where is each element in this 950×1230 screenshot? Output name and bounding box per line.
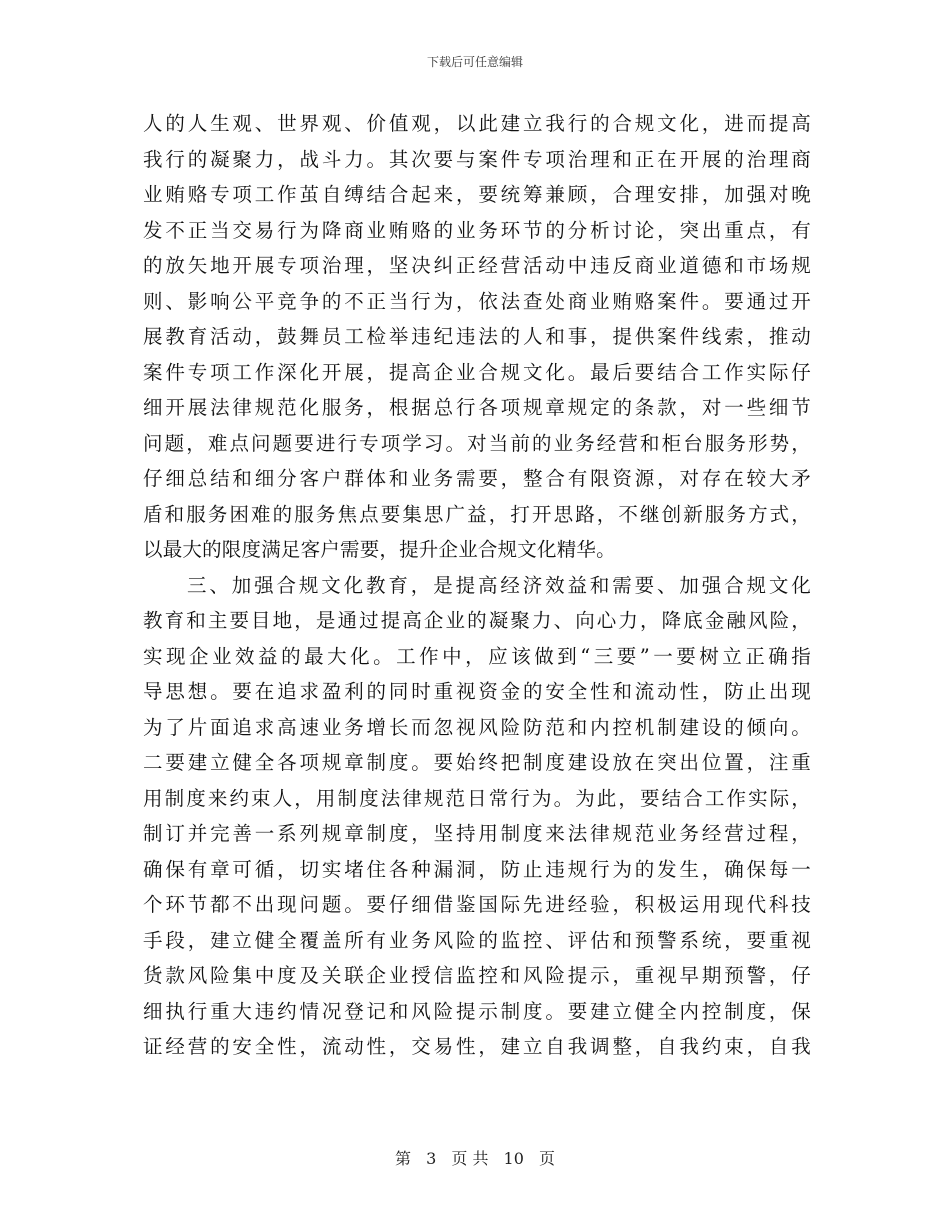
body-line: 货款风险集中度及关联企业授信监控和风险提示，重视早期预警，仔 xyxy=(143,964,811,987)
body-line: 个环节都不出现问题。要仔细借鉴国际先进经验，积极运用现代科技 xyxy=(143,893,811,916)
body-line: 以最大的限度满足客户需要，提升企业合规文化精华。 xyxy=(143,538,616,561)
body-line: 则、影响公平竞争的不正当行为，依法查处商业贿赂案件。要通过开 xyxy=(143,289,811,313)
header-text: 下载后可任意编辑 xyxy=(426,55,523,69)
body-line: 为了片面追求高速业务增长而忽视风险防范和内控机制建设的倾向。 xyxy=(143,715,811,739)
body-line: 我行的凝聚力，战斗力。其次要与案件专项治理和正在开展的治理商 xyxy=(143,147,811,171)
body-line: 导思想。要在追求盈利的同时重视资金的安全性和流动性，防止出现 xyxy=(143,680,811,703)
document-body xyxy=(143,106,811,1065)
body-line: 发不正当交易行为降商业贿赂的业务环节的分析讨论，突出重点，有 xyxy=(143,218,811,242)
page-footer xyxy=(0,1149,950,1169)
footer-total-pages: 10 xyxy=(503,1149,524,1168)
body-line: 业贿赂专项工作茧自缚结合起来，要统筹兼顾，合理安排，加强对晚 xyxy=(143,183,811,206)
footer-middle: 页 共 xyxy=(451,1149,489,1168)
body-line: 制订并完善一系列规章制度，坚持用制度来法律规范业务经营过程， xyxy=(143,822,811,845)
body-line: 手段，建立健全覆盖所有业务风险的监控、评估和预警系统，要重视 xyxy=(143,928,811,952)
body-line: 展教育活动，鼓舞员工检举违纪违法的人和事，提供案件线索，推动 xyxy=(143,325,811,348)
body-line-paragraph-start: 三、加强合规文化教育，是提高经济效益和需要、加强合规文化 xyxy=(187,573,811,597)
body-line: 确保有章可循，切实堵住各种漏洞，防止违规行为的发生，确保每一 xyxy=(143,857,811,881)
body-line: 教育和主要目地，是通过提高企业的凝聚力、向心力，降底金融风险， xyxy=(143,609,811,632)
footer-suffix: 页 xyxy=(539,1149,556,1168)
body-line: 仔细总结和细分客户群体和业务需要，整合有限资源，对存在较大矛 xyxy=(143,467,811,490)
body-line: 细开展法律规范化服务，根据总行各项规章规定的条款，对一些细节 xyxy=(143,396,811,419)
footer-current-page: 3 xyxy=(426,1149,437,1168)
body-line: 案件专项工作深化开展，提高企业合规文化。最后要结合工作实际仔 xyxy=(143,360,811,384)
footer-prefix: 第 xyxy=(394,1149,411,1168)
body-line: 细执行重大违约情况登记和风险提示制度。要建立健全内控制度，保 xyxy=(143,999,811,1023)
body-line: 的放矢地开展专项治理，坚决纠正经营活动中违反商业道德和市场规 xyxy=(143,254,811,277)
body-line: 人的人生观、世界观、价值观，以此建立我行的合规文化，进而提高 xyxy=(143,112,811,135)
body-line: 盾和服务困难的服务焦点要集思广益，打开思路，不继创新服务方式， xyxy=(143,502,811,526)
page-header xyxy=(0,54,950,70)
body-line: 用制度来约束人，用制度法律规范日常行为。为此，要结合工作实际， xyxy=(143,786,811,810)
body-line: 问题，难点问题要进行专项学习。对当前的业务经营和柜台服务形势， xyxy=(143,431,811,455)
body-line: 二要建立健全各项规章制度。要始终把制度建设放在突出位置，注重 xyxy=(143,751,811,774)
body-line: 实现企业效益的最大化。工作中，应该做到“三要”一要树立正确指 xyxy=(143,644,811,668)
body-line: 证经营的安全性，流动性，交易性，建立自我调整，自我约束，自我 xyxy=(143,1035,811,1058)
